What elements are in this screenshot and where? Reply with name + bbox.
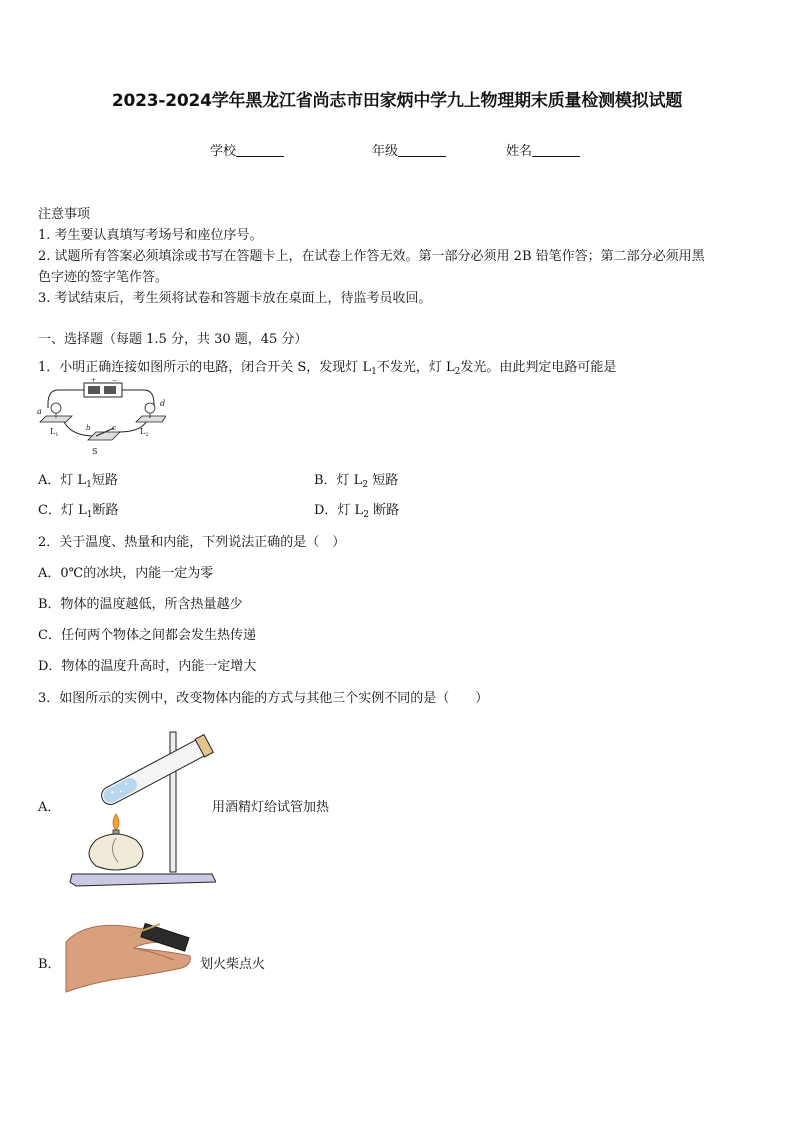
q3-option-a-label[interactable]: A． (38, 800, 61, 815)
q1-stem-part-c: 发光。由此判定电路可能是 (460, 360, 617, 375)
svg-text:+: + (91, 378, 97, 384)
stand-base-icon (70, 874, 216, 886)
notice-item-2-cont: 色字迹的签字笔作答。 (38, 270, 169, 285)
svg-text:−: − (112, 378, 118, 384)
q1-option-d-suffix: 断路 (368, 503, 400, 518)
label-b: b (86, 424, 91, 432)
switch-icon (88, 432, 120, 440)
grade-label: 年级 (372, 144, 399, 159)
q1-option-c[interactable] (38, 499, 118, 520)
q1-option-d[interactable] (314, 499, 399, 520)
q1-option-a-sub: 1 (86, 480, 92, 490)
q2-option-a[interactable]: A．0℃的冰块，内能一定为零 (38, 566, 214, 581)
q1-stem-part-a: 1．小明正确连接如图所示的电路，闭合开关 S，发现灯 L (38, 360, 372, 375)
school-label: 学校 (210, 144, 237, 159)
q1-option-b-sub: 2 (362, 480, 369, 490)
notice-item-2: 2. 试题所有答案必须填涂或书写在答题卡上，在试卷上作答无效。第一部分必须用 2B 铅笔作答；第二部分必须用黑 (38, 249, 705, 264)
name-field (506, 140, 580, 159)
q2-option-b[interactable]: B．物体的温度越低，所含热量越少 (38, 597, 243, 612)
notice-item-1: 1. 考生要认真填写考场号和座位序号。 (38, 228, 263, 243)
page-title: 2023-2024学年黑龙江省尚志市田家炳中学九上物理期末质量检测模拟试题 (111, 91, 683, 111)
label-l2: L (140, 427, 146, 436)
label-d: d (160, 399, 166, 408)
q2-option-d[interactable]: D．物体的温度升高时，内能一定增大 (38, 659, 257, 674)
label-a: a (37, 407, 42, 416)
grade-blank (398, 144, 446, 157)
q1-option-c-sub: 1 (86, 510, 93, 520)
q3-option-b-label[interactable]: B． (38, 957, 61, 972)
notice-item-3: 3. 考试结束后，考生须将试卷和答题卡放在桌面上，待监考员收回。 (38, 291, 432, 306)
q2-option-c[interactable]: C．任何两个物体之间都会发生热传递 (38, 628, 256, 643)
q1-option-a-suffix: 短路 (91, 473, 118, 488)
q1-option-b-suffix: 短路 (368, 473, 399, 488)
label-c: c (112, 424, 116, 432)
q1-option-c-suffix: 断路 (92, 503, 119, 518)
alcohol-lamp-figure (66, 728, 216, 888)
label-l2-sub: 2 (145, 432, 149, 438)
q1-option-d-prefix: D．灯 L (314, 503, 364, 518)
q3-option-a-text: 用酒精灯给试管加热 (212, 800, 330, 815)
svg-text:L2 (140, 427, 149, 438)
q1-option-b[interactable] (314, 469, 398, 490)
label-l1-sub: 1 (55, 432, 59, 438)
circuit-diagram (36, 378, 166, 458)
label-s: S (92, 447, 98, 456)
school-blank (236, 144, 284, 157)
q2-stem: 2．关于温度、热量和内能，下列说法正确的是（ ） (38, 535, 346, 550)
flame-icon (113, 814, 119, 830)
q1-stem-sub1: 1 (371, 367, 377, 377)
q3-option-b-text: 划火柴点火 (200, 957, 266, 972)
q1-option-d-sub: 2 (363, 510, 369, 520)
q1-stem (38, 356, 616, 377)
notice-heading: 注意事项 (38, 207, 91, 222)
q1-stem-part-b: 不发光，灯 L (376, 360, 455, 375)
name-blank (532, 144, 580, 157)
q1-option-a-prefix: A．灯 L (38, 473, 87, 488)
school-field (210, 140, 284, 159)
q1-stem-sub2: 2 (454, 367, 461, 377)
label-l1: L (50, 427, 56, 436)
q3-stem: 3．如图所示的实例中，改变物体内能的方式与其他三个实例不同的是（ ） (38, 691, 489, 706)
lamp-l2-icon (145, 403, 155, 413)
alcohol-lamp-icon (89, 834, 143, 870)
q1-option-b-prefix: B．灯 L (314, 473, 363, 488)
grade-field (372, 140, 446, 159)
name-label: 姓名 (506, 144, 533, 159)
match-strike-figure (64, 912, 194, 996)
q1-option-c-prefix: C．灯 L (38, 503, 87, 518)
q1-option-a[interactable] (38, 469, 118, 490)
lamp-l1-icon (51, 403, 61, 413)
section-heading: 一、选择题（每题 1.5 分，共 30 题，45 分） (38, 332, 308, 347)
lamp-l2-base-icon (136, 416, 166, 422)
svg-text:L1 (50, 427, 59, 438)
